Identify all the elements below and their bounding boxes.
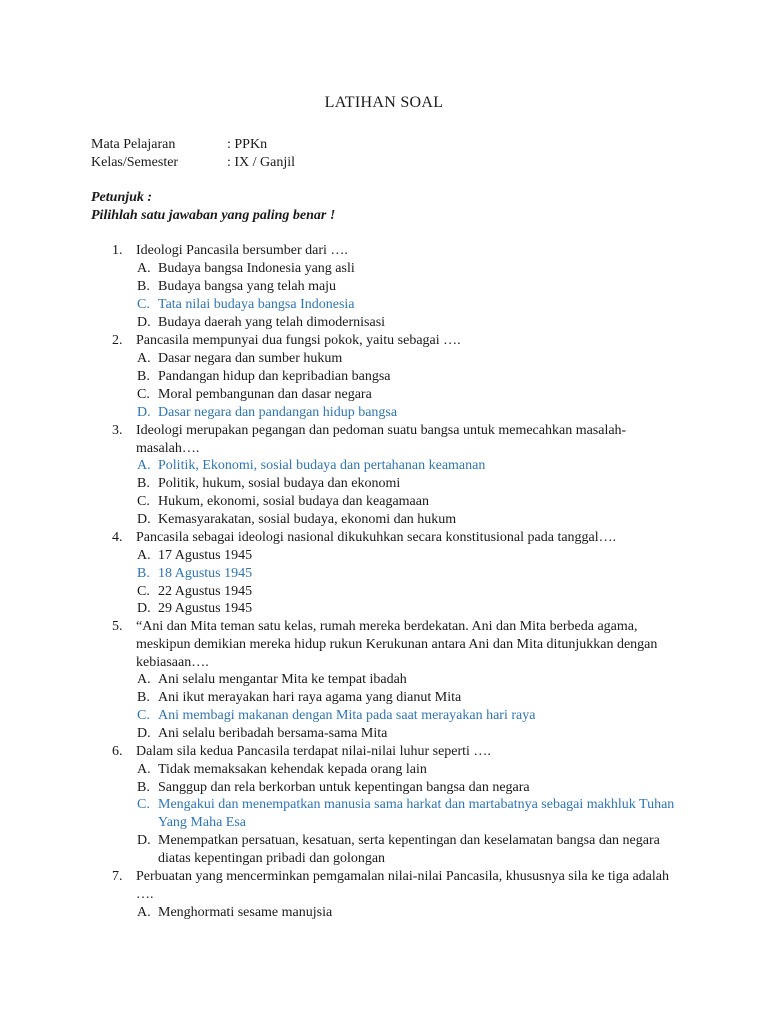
answer-option bbox=[137, 600, 682, 618]
option-letter: C. bbox=[137, 494, 150, 509]
question-number: 5. bbox=[112, 619, 123, 634]
option-text: Tata nilai budaya bangsa Indonesia bbox=[158, 297, 355, 312]
question-number: 2. bbox=[112, 333, 123, 348]
question-number: 6. bbox=[112, 744, 123, 759]
answer-option bbox=[137, 350, 682, 368]
question-text: Ideologi Pancasila bersumber dari …. bbox=[136, 243, 348, 258]
question-text: “Ani dan Mita teman satu kelas, rumah mereka berdekatan. Ani dan Mita berbeda agama, meskipun demikian mereka hidup rukun Kerukunan antara Ani dan Mita ditunjukkan dengan kebiasaan…. bbox=[136, 619, 658, 670]
meta-subject bbox=[91, 136, 267, 154]
option-letter: B. bbox=[137, 780, 150, 795]
answer-option-correct bbox=[137, 565, 682, 583]
answer-option bbox=[137, 260, 682, 278]
answer-option-correct bbox=[137, 404, 682, 422]
option-letter: B. bbox=[137, 279, 150, 294]
option-text: Budaya bangsa Indonesia yang asli bbox=[158, 261, 355, 276]
question-text: Perbuatan yang mencerminkan pemgamalan nilai-nilai Pancasila, khususnya sila ke tiga adalah …. bbox=[136, 869, 669, 902]
instructions-text: Pilihlah satu jawaban yang paling benar ! bbox=[91, 208, 336, 223]
document-title: LATIHAN SOAL bbox=[324, 94, 444, 111]
option-text: 22 Agustus 1945 bbox=[158, 584, 253, 599]
option-text: 29 Agustus 1945 bbox=[158, 601, 253, 616]
option-text: Dasar negara dan pandangan hidup bangsa bbox=[158, 405, 398, 420]
option-text: Budaya bangsa yang telah maju bbox=[158, 279, 337, 294]
option-text: Budaya daerah yang telah dimodernisasi bbox=[158, 315, 386, 330]
option-letter: A. bbox=[137, 762, 151, 777]
answer-option bbox=[137, 904, 682, 922]
option-letter: B. bbox=[137, 369, 150, 384]
question-text: Ideologi merupakan pegangan dan pedoman suatu bangsa untuk memecahkan masalah-masalah…. bbox=[136, 423, 627, 456]
question bbox=[112, 618, 682, 672]
option-letter: B. bbox=[137, 690, 150, 705]
option-text: Politik, hukum, sosial budaya dan ekonomi bbox=[158, 476, 401, 491]
option-letter: C. bbox=[137, 584, 150, 599]
option-letter: B. bbox=[137, 566, 150, 581]
option-letter: A. bbox=[137, 351, 151, 366]
option-text: Menghormati sesame manujsia bbox=[158, 905, 333, 920]
option-letter: B. bbox=[137, 476, 150, 491]
option-text: Tidak memaksakan kehendak kepada orang lain bbox=[158, 762, 427, 777]
answer-option-correct bbox=[137, 457, 682, 475]
answer-option bbox=[137, 547, 682, 565]
option-letter: D. bbox=[137, 726, 151, 741]
option-text: Politik, Ekonomi, sosial budaya dan pertahanan keamanan bbox=[158, 458, 486, 473]
option-text: Moral pembangunan dan dasar negara bbox=[158, 387, 372, 402]
answer-option bbox=[137, 511, 682, 529]
answer-option bbox=[137, 779, 682, 797]
option-text: Ani membagi makanan dengan Mita pada saat merayakan hari raya bbox=[158, 708, 536, 723]
option-text: Mengakui dan menempatkan manusia sama harkat dan martabatnya sebagai makhluk Tuhan Yang Maha Esa bbox=[158, 797, 675, 830]
option-text: 18 Agustus 1945 bbox=[158, 566, 253, 581]
option-text: Ani selalu mengantar Mita ke tempat ibadah bbox=[158, 672, 407, 687]
question bbox=[112, 242, 682, 260]
option-letter: A. bbox=[137, 261, 151, 276]
option-letter: A. bbox=[137, 548, 151, 563]
answer-option bbox=[137, 475, 682, 493]
option-text: Pandangan hidup dan kepribadian bangsa bbox=[158, 369, 391, 384]
question-text: Dalam sila kedua Pancasila terdapat nilai-nilai luhur seperti …. bbox=[136, 744, 491, 759]
option-letter: D. bbox=[137, 833, 151, 848]
answer-option bbox=[137, 314, 682, 332]
question-text: Pancasila sebagai ideologi nasional dikukuhkan secara konstitusional pada tanggal…. bbox=[136, 530, 617, 545]
answer-option-correct bbox=[137, 296, 682, 314]
answer-option bbox=[137, 671, 682, 689]
answer-option bbox=[137, 689, 682, 707]
answer-option-correct bbox=[137, 707, 682, 725]
instructions-heading: Petunjuk : bbox=[91, 190, 153, 205]
option-letter: D. bbox=[137, 405, 151, 420]
option-text: 17 Agustus 1945 bbox=[158, 548, 253, 563]
option-letter: C. bbox=[137, 708, 150, 723]
option-text: Ani ikut merayakan hari raya agama yang dianut Mita bbox=[158, 690, 462, 705]
meta-class-label: Kelas/Semester bbox=[91, 155, 179, 170]
option-letter: A. bbox=[137, 458, 151, 473]
question-text: Pancasila mempunyai dua fungsi pokok, yaitu sebagai …. bbox=[136, 333, 461, 348]
answer-option bbox=[137, 761, 682, 779]
meta-class-value: : IX / Ganjil bbox=[227, 155, 296, 170]
option-letter: A. bbox=[137, 905, 151, 920]
question bbox=[112, 529, 682, 547]
question-number: 4. bbox=[112, 530, 123, 545]
question-number: 1. bbox=[112, 243, 123, 258]
option-text: Hukum, ekonomi, sosial budaya dan keagamaan bbox=[158, 494, 429, 509]
answer-option bbox=[137, 583, 682, 601]
question bbox=[112, 422, 682, 458]
answer-option bbox=[137, 493, 682, 511]
answer-option-correct bbox=[137, 796, 682, 832]
answer-option bbox=[137, 832, 682, 868]
option-text: Dasar negara dan sumber hukum bbox=[158, 351, 343, 366]
meta-subject-value: : PPKn bbox=[227, 137, 268, 152]
question-number: 3. bbox=[112, 423, 123, 438]
option-letter: A. bbox=[137, 672, 151, 687]
meta-subject-label: Mata Pelajaran bbox=[91, 137, 176, 152]
option-letter: D. bbox=[137, 512, 151, 527]
question bbox=[112, 868, 682, 904]
option-letter: C. bbox=[137, 387, 150, 402]
option-text: Menempatkan persatuan, kesatuan, serta kepentingan dan keselamatan bangsa dan negara diatas kepentingan pribadi dan golongan bbox=[158, 833, 660, 866]
option-letter: C. bbox=[137, 797, 150, 812]
answer-option bbox=[137, 368, 682, 386]
option-text: Ani selalu beribadah bersama-sama Mita bbox=[158, 726, 388, 741]
answer-option bbox=[137, 278, 682, 296]
meta-class bbox=[91, 154, 295, 172]
question bbox=[112, 332, 682, 350]
option-text: Kemasyarakatan, sosial budaya, ekonomi dan hukum bbox=[158, 512, 457, 527]
answer-option bbox=[137, 725, 682, 743]
question bbox=[112, 743, 682, 761]
answer-option bbox=[137, 386, 682, 404]
question-number: 7. bbox=[112, 869, 123, 884]
option-text: Sanggup dan rela berkorban untuk kepentingan bangsa dan negara bbox=[158, 780, 530, 795]
option-letter: C. bbox=[137, 297, 150, 312]
option-letter: D. bbox=[137, 601, 151, 616]
option-letter: D. bbox=[137, 315, 151, 330]
